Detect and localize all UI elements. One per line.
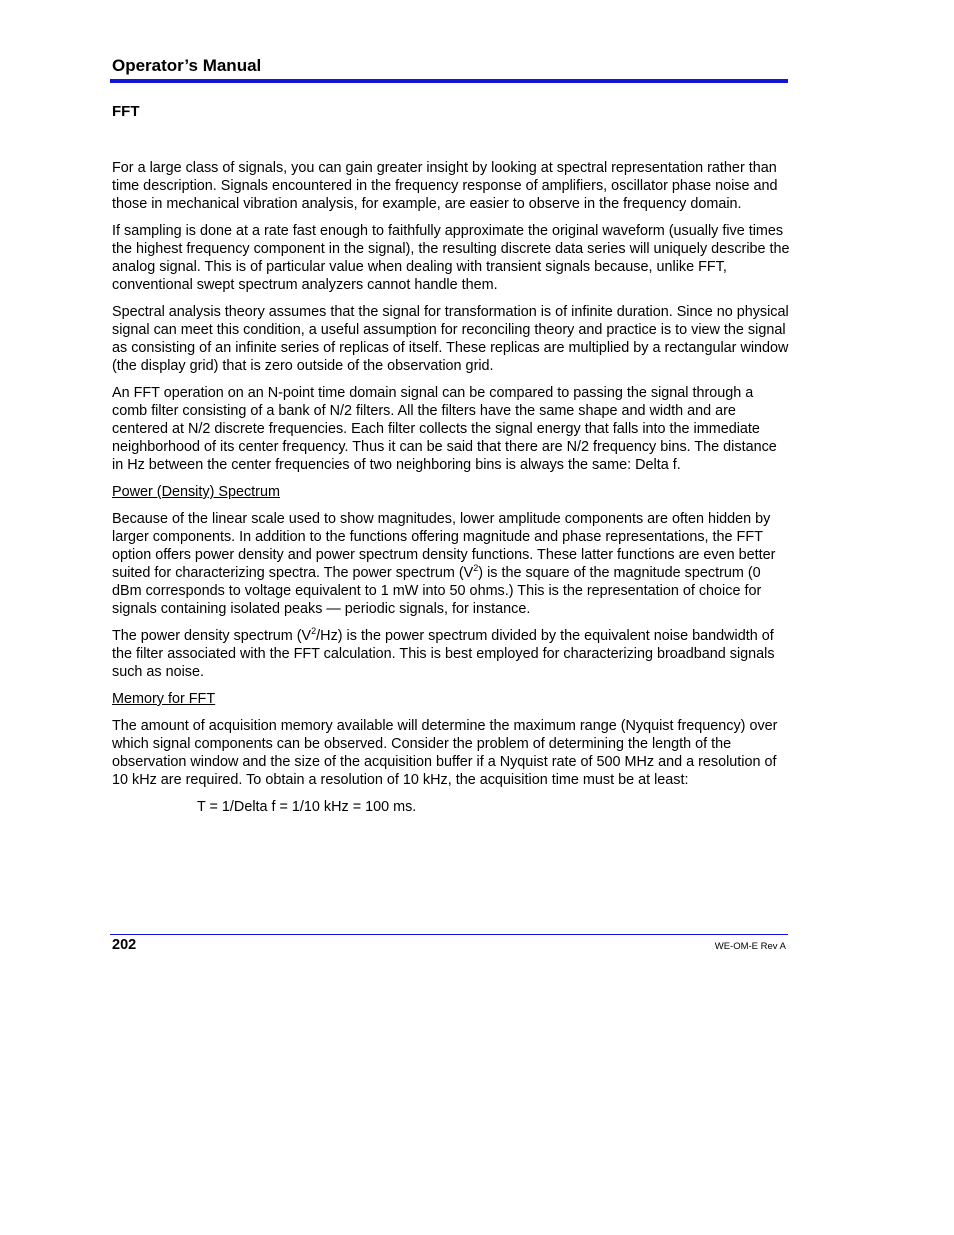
superscript-2: 2 — [311, 626, 317, 636]
power-spectrum-text-2: ) is the square of the magnitude spectrum (0 dBm corresponds to voltage equivalent to 1 mW into 50 ohms.) This is the representation of choice for signals containing isolated peaks — periodic signals, for instance. — [112, 565, 762, 617]
formula: T = 1/Delta f = 1/10 kHz = 100 ms. — [197, 799, 417, 815]
body-text — [112, 159, 790, 825]
header-rule — [110, 79, 788, 83]
paragraph-sampling: If sampling is done at a rate fast enough to faithfully approximate the original waveform (usually five times the highest frequency component in the signal), the resulting discrete data series will uniquely describe the analog signal. This is of particular value when dealing with transient signals because, unlike FFT, conventional swept spectrum analyzers cannot handle them. — [112, 223, 790, 293]
subheading-power-spectrum: Power (Density) Spectrum — [112, 484, 280, 500]
paragraph-power-density — [112, 627, 790, 681]
paragraph-comb-filter: An FFT operation on an N-point time domain signal can be compared to passing the signal through a comb filter consisting of a bank of N/2 filters. All the filters have the same shape and width and are centered at N/2 discrete frequencies. Each filter collects the signal energy that falls into the immediate neighborhood of its center frequency. Thus it can be said that there are N/2 frequency bins. The distance in Hz between the center frequencies of two neighboring bins is always the same: Delta f. — [112, 385, 777, 473]
page-number: 202 — [112, 937, 137, 953]
power-density-text-1: The power density spectrum (V — [112, 628, 312, 644]
subheading-memory-fft: Memory for FFT — [112, 691, 216, 707]
paragraph-memory: The amount of acquisition memory available will determine the maximum range (Nyquist frequency) over which signal components can be observed. Consider the problem of determining the length of the observation window and the size of the acquisition buffer if a Nyquist rate of 500 MHz and a resolution of 10 kHz are required. To obtain a resolution of 10 kHz, the acquisition time must be at least: — [112, 718, 778, 788]
section-title: FFT — [112, 103, 140, 120]
paragraph-spectral-theory: Spectral analysis theory assumes that the signal for transformation is of infinite duration. Since no physical signal can meet this condition, a useful assumption for reconciling theory and practice is to view the signal as consisting of an infinite series of replicas of itself. These replicas are multiplied by a rectangular window (the display grid) that is zero outside of the observation grid. — [112, 304, 789, 374]
paragraph-intro: For a large class of signals, you can gain greater insight by looking at spectral representation rather than time description. Signals encountered in the frequency response of amplifiers, oscillator phase noise and those in mechanical vibration analysis, for example, are easier to observe in the frequency domain. — [112, 160, 778, 212]
superscript-2: 2 — [473, 563, 479, 573]
power-spectrum-text-1: Because of the linear scale used to show magnitudes, lower amplitude components are often hidden by larger components. In addition to the functions offering magnitude and phase representations, the FFT option offers power density and power spectrum density functions. These latter functions are even better suited for characterizing spectra. The power spectrum (V — [112, 511, 776, 581]
footer-rule — [110, 934, 788, 935]
power-density-text-2: /Hz) is the power spectrum divided by the equivalent noise bandwidth of the filter associated with the FFT calculation. This is best employed for characterizing broadband signals such as noise. — [112, 628, 775, 680]
paragraph-power-spectrum — [112, 510, 790, 618]
page-header-title: Operator’s Manual — [112, 56, 262, 75]
document-code: WE-OM-E Rev A — [714, 941, 786, 952]
